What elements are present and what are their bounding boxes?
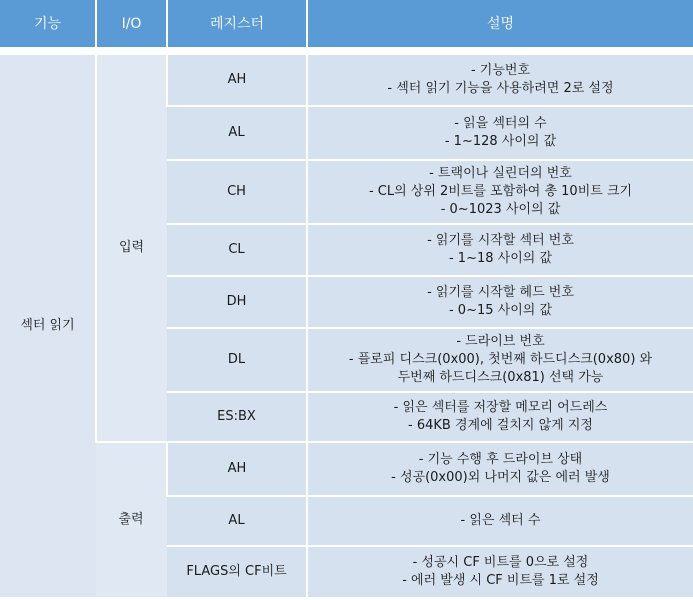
description-line: - 읽은 섹터를 저장할 메모리 어드레스 (393, 400, 608, 415)
description-cell (307, 54, 693, 106)
description-line: - 1~128 사이의 값 (444, 134, 557, 149)
description-line: - CL의 상위 2비트를 포함하여 총 10비트 크기 (368, 184, 633, 199)
register-cell: AL (167, 106, 307, 160)
description-line: 두번째 하드디스크(0x81) 선택 가능 (397, 370, 604, 385)
header-function: 기능 (0, 0, 96, 47)
description-line: - 플로피 디스크(0x00), 첫번째 하드디스크(0x80) 와 (348, 352, 653, 367)
description-line: - 읽기를 시작할 섹터 번호 (427, 233, 574, 248)
register-cell: ES:BX (167, 392, 307, 442)
io-cell-output: 출력 (96, 442, 167, 597)
description-line: - 0~15 사이의 값 (448, 303, 553, 318)
register-cell: DL (167, 328, 307, 392)
header-io: I/O (96, 0, 167, 47)
register-cell: CH (167, 160, 307, 224)
register-cell: DH (167, 276, 307, 328)
description-line: - 성공(0x00)외 나머지 값은 에러 발생 (391, 470, 610, 485)
description-cell (307, 546, 693, 597)
description-line: - 기능번호 (470, 63, 531, 78)
register-cell: AH (167, 442, 307, 496)
header-row (0, 0, 693, 47)
description-line: - 1~18 사이의 값 (448, 251, 553, 266)
description-line: - 64KB 경계에 걸치지 않게 지정 (408, 418, 593, 433)
description-line: - 드라이브 번호 (456, 334, 545, 349)
header-description: 설명 (307, 0, 693, 47)
description-line: - 에러 발생 시 CF 비트를 1로 설정 (402, 573, 599, 588)
header-gap (0, 47, 693, 54)
description-line: - 읽은 섹터 수 (460, 513, 541, 528)
description-cell (307, 106, 693, 160)
description-cell (307, 276, 693, 328)
description-line: - 0~1023 사이의 값 (440, 202, 561, 217)
table-row (0, 442, 693, 496)
description-line: - 읽기를 시작할 헤드 번호 (427, 285, 574, 300)
description-cell (307, 328, 693, 392)
description-line: - 성공시 CF 비트를 0으로 설정 (412, 555, 589, 570)
description-line: - 읽을 섹터의 수 (454, 116, 547, 131)
description-line: - 섹터 읽기 기능을 사용하려면 2로 설정 (387, 81, 614, 96)
register-cell: AL (167, 496, 307, 546)
description-cell (307, 496, 693, 546)
register-cell: FLAGS의 CF비트 (167, 546, 307, 597)
table-row (0, 54, 693, 106)
io-cell-input: 입력 (96, 54, 167, 442)
register-cell: CL (167, 224, 307, 276)
register-cell: AH (167, 54, 307, 106)
description-cell (307, 392, 693, 442)
description-cell (307, 160, 693, 224)
description-cell (307, 442, 693, 496)
description-cell (307, 224, 693, 276)
function-cell: 섹터 읽기 (0, 54, 96, 597)
description-line: - 트랙이나 실린더의 번호 (429, 166, 572, 181)
description-line: - 기능 수행 후 드라이브 상태 (418, 452, 583, 467)
header-register: 레지스터 (167, 0, 307, 47)
